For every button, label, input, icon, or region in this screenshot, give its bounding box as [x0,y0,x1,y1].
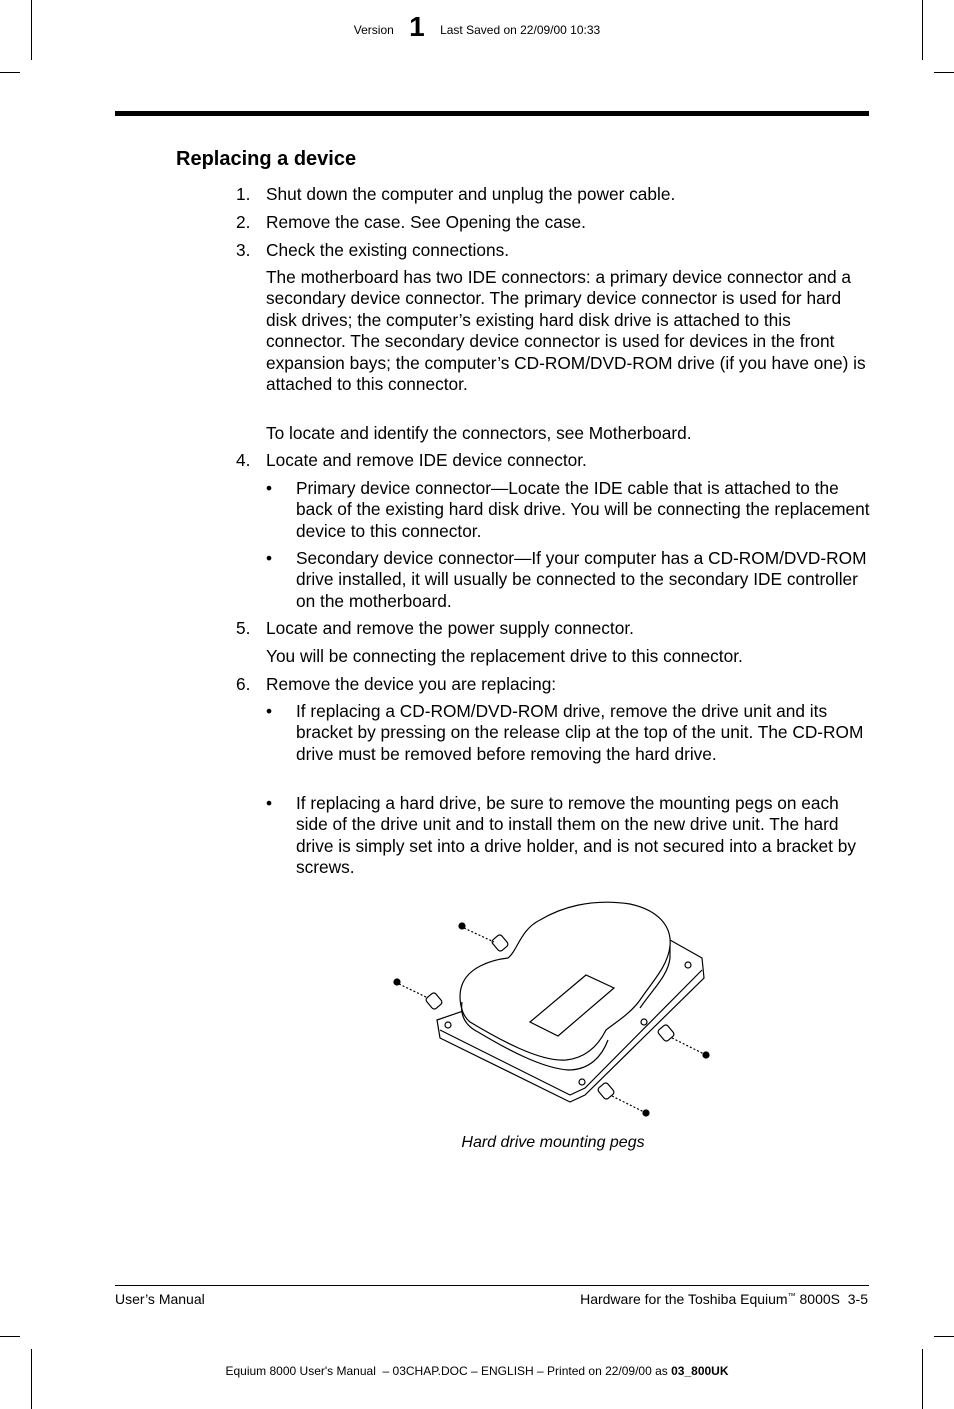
bottom-rule [115,1285,869,1286]
bullet-symbol: • [266,701,273,721]
version-number: 1 [409,10,425,42]
trademark-symbol: ™ [787,1291,796,1301]
crop-mark [0,72,20,73]
hard-drive-illustration [390,890,720,1130]
bullet-text: If replacing a CD-ROM/DVD-ROM drive, remove the drive unit and its bracket by pressing on the release clip at the top of the unit. The CD-ROM drive must be removed before removing the hard drive. [296,701,864,764]
last-saved: Last Saved on 22/09/00 10:33 [440,22,601,37]
bullet-symbol: • [266,478,273,498]
top-rule [115,111,869,116]
step-number: 2. [236,212,251,232]
footer-title: Hardware for the Toshiba Equium [580,1291,788,1307]
bullet-text: Primary device connector—Locate the IDE cable that is attached to the back of the existing hard disk drive. You will be connecting the replacement device to this connector. [296,478,870,541]
footer-right [580,1291,868,1307]
paragraph: To locate and identify the connectors, see Motherboard. [266,423,692,443]
step-text: Shut down the computer and unplug the power cable. [266,184,676,204]
version-label: Version [353,22,394,37]
print-info [0,1364,954,1378]
step-text: Remove the device you are replacing: [266,674,557,694]
bullet-symbol: • [266,548,273,568]
crop-mark [934,1336,954,1337]
step-number: 4. [236,450,251,470]
crop-mark [922,1349,923,1409]
bullet-text: Secondary device connector—If your computer has a CD-ROM/DVD-ROM drive installed, it will usually be connected to the secondary IDE controller on the motherboard. [296,548,867,611]
step-text: Locate and remove IDE device connector. [266,450,587,470]
step-text: Check the existing connections. [266,240,510,260]
paragraph: The motherboard has two IDE connectors: a primary device connector and a secondary device connector. The primary device connector is used for hard disk drives; the computer’s existing hard disk drive is attached to this connector. The secondary device connector is used for devices in the front expansion bays; the computer’s CD-ROM/DVD-ROM drive (if you have one) is attached to this connector. [266,267,866,395]
figure-caption: Hard drive mounting pegs [461,1134,645,1151]
crop-mark [934,72,954,73]
bullet-text: If replacing a hard drive, be sure to remove the mounting pegs on each side of the drive unit and to install them on the new drive unit. The hard drive is simply set into a drive holder, and is not secured into a bracket by screws. [296,793,857,878]
step-number: 3. [236,240,251,260]
section-title: Replacing a device [176,148,357,170]
footer-page: 8000S 3-5 [795,1291,868,1307]
step-number: 5. [236,618,251,638]
step-text: Locate and remove the power supply connector. [266,618,634,638]
footer-left: User’s Manual [115,1291,205,1307]
print-info-code: 03_800UK [671,1364,729,1378]
step-text: Remove the case. See Opening the case. [266,212,586,232]
version-header [0,10,954,45]
print-info-text: Equium 8000 User's Manual – 03CHAP.DOC – ENGLISH – Printed on 22/09/00 as [225,1364,672,1378]
crop-mark [31,1349,32,1409]
step-number: 1. [236,184,251,204]
crop-mark [0,1336,20,1337]
paragraph: You will be connecting the replacement drive to this connector. [266,646,743,666]
step-number: 6. [236,674,251,694]
bullet-symbol: • [266,793,273,813]
